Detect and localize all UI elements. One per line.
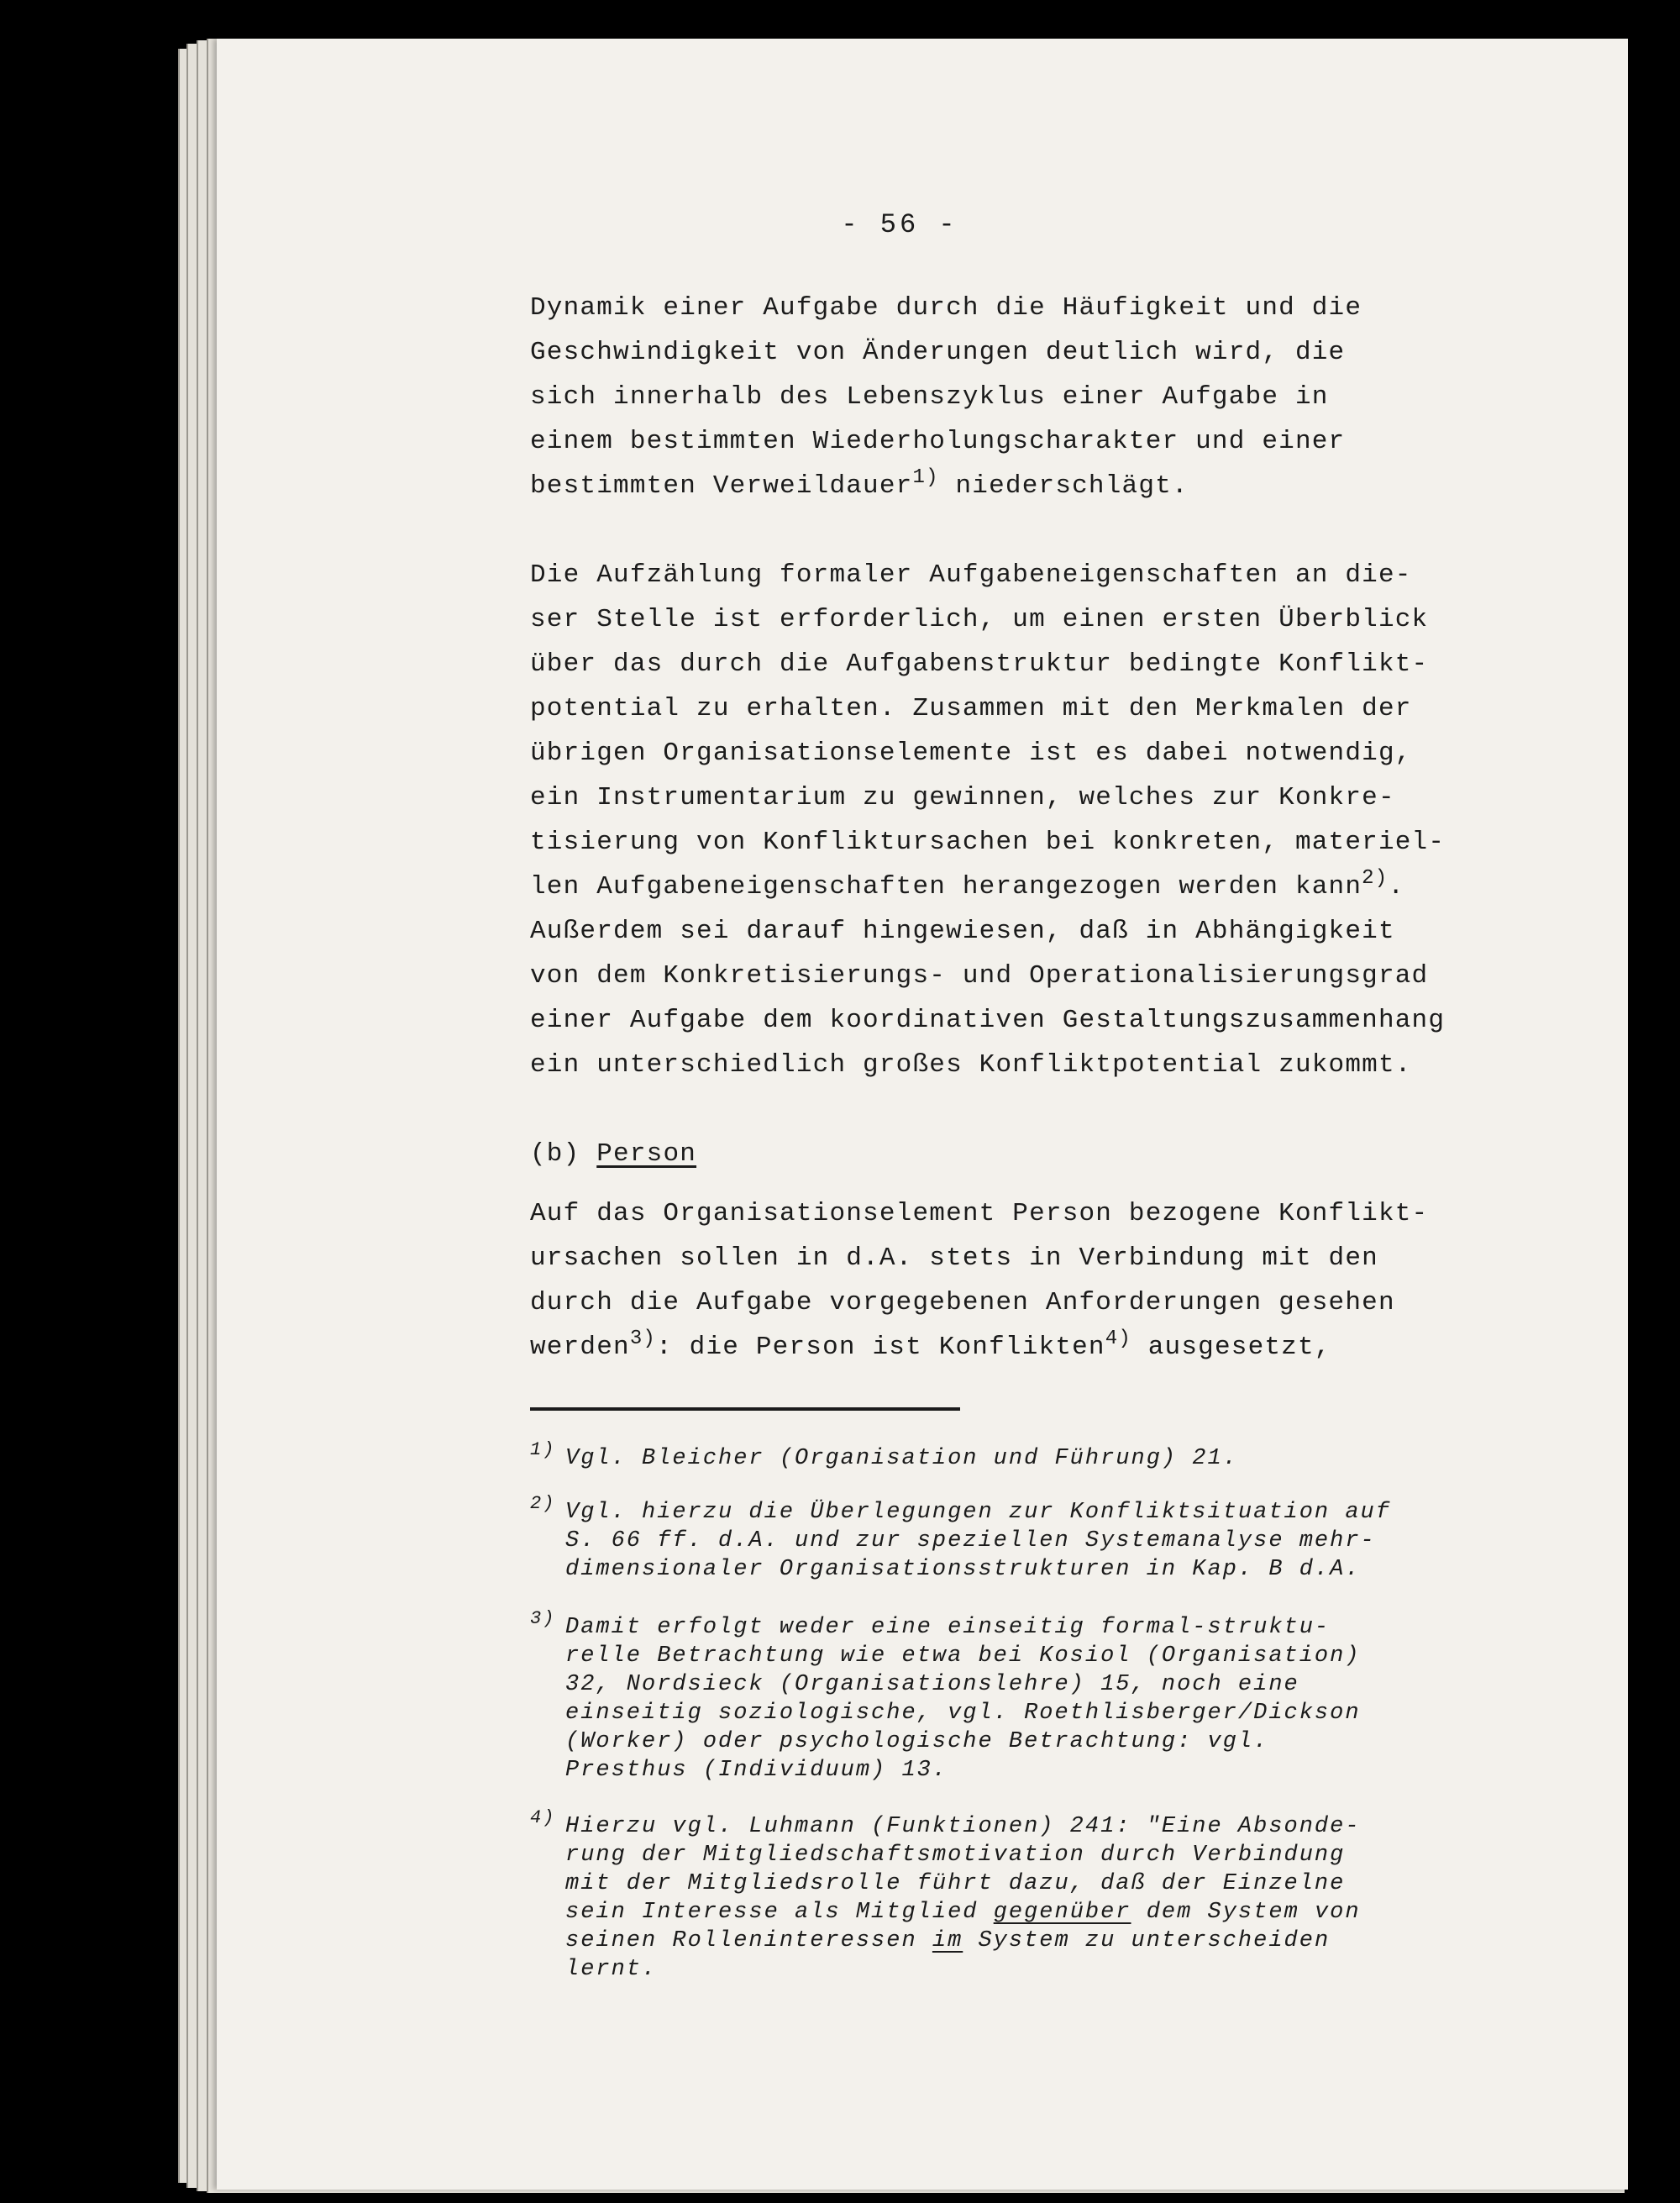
paragraph2-line: von dem Konkretisierungs- und Operationalisierungsgrad (530, 961, 1429, 991)
footnote-number: 1) (530, 1439, 556, 1460)
footnote-line (565, 1930, 1330, 1953)
section-heading (530, 1141, 696, 1167)
paragraph2-line: Die Aufzählung formaler Aufgabeneigenschaften an die- (530, 560, 1412, 590)
paragraph2-line: einer Aufgabe dem koordinativen Gestaltungszusammenhang (530, 1006, 1446, 1035)
text-run: ausgesetzt, (1131, 1333, 1331, 1362)
footnote-ref-4: 4) (1105, 1328, 1131, 1350)
paragraph2-line: tisierung von Konfliktursachen bei konkreten, materiel- (530, 828, 1446, 857)
paragraph2-line: über das durch die Aufgabenstruktur bedingte Konflikt- (530, 649, 1429, 679)
section-title: Person (596, 1139, 697, 1169)
footnote-number: 2) (530, 1493, 556, 1514)
text-run: dem System von (1131, 1900, 1361, 1925)
paragraph2-line: ein Instrumentarium zu gewinnen, welches zur Konkre- (530, 783, 1395, 812)
underlined-word: gegenüber (993, 1900, 1131, 1925)
text-run: werden (530, 1333, 630, 1362)
paragraph3-line: ursachen sollen in d.A. stets in Verbindung mit den (530, 1243, 1378, 1273)
text-run: System zu unterscheiden (963, 1928, 1331, 1953)
footnote-ref-3: 3) (629, 1328, 657, 1350)
paragraph1-line (530, 466, 1189, 501)
paragraph3-line: Auf das Organisationselement Person bezogene Konflikt- (530, 1199, 1429, 1228)
text-run: sein Interesse als Mitglied (565, 1900, 994, 1925)
underlined-word: im (932, 1928, 963, 1953)
paragraph1-line: Geschwindigkeit von Änderungen deutlich wird, die (530, 338, 1346, 367)
footnote-number: 4) (530, 1807, 556, 1828)
paragraph1-line: einem bestimmten Wiederholungscharakter und einer (530, 427, 1346, 456)
page-number: - 56 - (841, 209, 958, 240)
text-run: . (1388, 872, 1405, 902)
text-run: seinen Rolleninteressen (565, 1928, 932, 1953)
footnote-line: mit der Mitgliedsrolle führt dazu, daß der Einzelne (565, 1871, 1346, 1896)
footnote-line: 32, Nordsieck (Organisationslehre) 15, noch eine (565, 1672, 1299, 1697)
footnote-separator (530, 1407, 960, 1411)
paragraph2-line: Außerdem sei darauf hingewiesen, daß in Abhängigkeit (530, 917, 1395, 946)
footnote-ref-1: 1) (912, 466, 939, 489)
footnote-line: (Worker) oder psychologische Betrachtung: vgl. (565, 1729, 1269, 1754)
section-label: (b) (530, 1139, 580, 1169)
paragraph3-line (530, 1328, 1331, 1362)
paragraph2-line: übrigen Organisationselemente ist es dabei notwendig, (530, 739, 1412, 768)
paragraph2-line: potential zu erhalten. Zusammen mit den Merkmalen der (530, 694, 1412, 723)
footnote-ref-2: 2) (1362, 867, 1389, 890)
footnote-line: Vgl. hierzu die Überlegungen zur Konfliktsituation auf (565, 1500, 1391, 1525)
paragraph2-line: ein unterschiedlich großes Konfliktpotential zukommt. (530, 1050, 1412, 1080)
footnote-line: Presthus (Individuum) 13. (565, 1758, 948, 1783)
paragraph1-line: sich innerhalb des Lebenszyklus einer Aufgabe in (530, 382, 1329, 412)
paragraph3-line: durch die Aufgabe vorgegebenen Anforderungen gesehen (530, 1288, 1395, 1317)
footnote-line: dimensionaler Organisationsstrukturen in Kap. B d.A. (565, 1557, 1361, 1582)
paragraph2-line (530, 867, 1405, 902)
footnote-line: S. 66 ff. d.A. und zur speziellen Systemanalyse mehr- (565, 1528, 1376, 1554)
text-run: niederschlägt. (938, 471, 1189, 501)
footnote-line: Damit erfolgt weder eine einseitig formal-struktu- (565, 1615, 1331, 1640)
paragraph2-line: ser Stelle ist erforderlich, um einen ersten Überblick (530, 605, 1429, 634)
footnote-line: einseitig soziologische, vgl. Roethlisberger/Dickson (565, 1701, 1361, 1726)
document-page (217, 39, 1628, 2190)
footnote-line: lernt. (565, 1957, 658, 1982)
footnote-line: rung der Mitgliedschaftsmotivation durch Verbindung (565, 1843, 1346, 1868)
footnote-line: relle Betrachtung wie etwa bei Kosiol (Organisation) (565, 1643, 1361, 1669)
text-run: len Aufgabeneigenschaften herangezogen werden kann (530, 872, 1362, 902)
text-run: bestimmten Verweildauer (530, 471, 913, 501)
footnote-line: Vgl. Bleicher (Organisation und Führung) 21. (565, 1446, 1238, 1471)
footnote-line: Hierzu vgl. Luhmann (Funktionen) 241: "Eine Absonde- (565, 1814, 1361, 1839)
paragraph1-line: Dynamik einer Aufgabe durch die Häufigkeit und die (530, 293, 1362, 323)
footnote-line (565, 1901, 1361, 1924)
footnote-number: 3) (530, 1608, 556, 1629)
text-run: : die Person ist Konflikten (656, 1333, 1105, 1362)
